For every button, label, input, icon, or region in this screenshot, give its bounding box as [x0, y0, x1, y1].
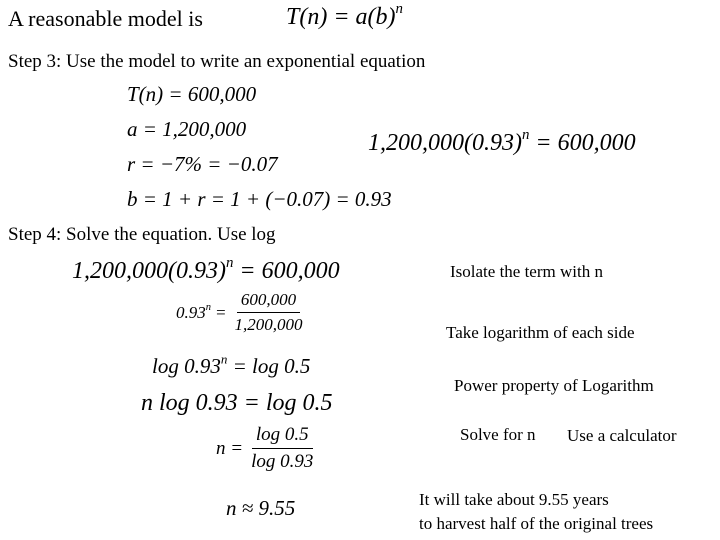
- step3-equation-exponent: n: [521, 126, 530, 143]
- step3-value-r: r = −7% = −0.07: [127, 152, 278, 176]
- step4-line3-rhs: = log 0.5: [232, 354, 311, 378]
- slide-title: A reasonable model is: [8, 6, 203, 31]
- step4-line3-lhs: log 0.93: [152, 354, 221, 378]
- model-formula-base: T(n) = a(b): [286, 4, 396, 30]
- step4-line1-rhs: = 600,000: [239, 258, 340, 284]
- step3-equation: [368, 126, 636, 157]
- step4-line5-fraction: [247, 424, 317, 473]
- step3-heading: Step 3: Use the model to write an exponential equation: [8, 51, 426, 72]
- note-isolate: Isolate the term with n: [450, 262, 603, 281]
- step4-line1-exponent: n: [225, 254, 234, 271]
- note-use-calculator: Use a calculator: [567, 426, 677, 445]
- note-conclusion-line1: It will take about 9.55 years: [419, 490, 609, 509]
- step3-value-t: T(n) = 600,000: [127, 82, 257, 106]
- step4-line4: n log 0.93 = log 0.5: [141, 390, 333, 416]
- model-formula: [286, 0, 403, 31]
- step4-line1-base: 1,200,000(0.93): [72, 258, 226, 284]
- step4-line3-exponent: n: [220, 351, 228, 367]
- step4-line2-lhs-base: 0.93: [176, 302, 206, 322]
- step4-line5-denominator: log 0.93: [251, 451, 314, 472]
- step4-line5-lhs: n =: [216, 437, 244, 459]
- note-take-log: Take logarithm of each side: [446, 323, 635, 342]
- note-power-property: Power property of Logarithm: [454, 376, 654, 395]
- step4-line3: [152, 351, 311, 379]
- step4-line2-fraction: [231, 290, 307, 335]
- step3-equation-base: 1,200,000(0.93): [368, 130, 522, 156]
- step4-line2-lhs-exponent: n: [205, 301, 212, 313]
- step4-line6: n ≈ 9.55: [226, 496, 296, 520]
- step3-value-b: b = 1 + r = 1 + (−0.07) = 0.93: [127, 187, 392, 211]
- step4-line1: [72, 254, 340, 285]
- step4-line2: [176, 290, 307, 335]
- step4-line2-lhs: [176, 303, 211, 323]
- step4-line2-numerator: 600,000: [237, 290, 300, 313]
- step4-line2-denominator: 1,200,000: [234, 315, 303, 334]
- model-formula-exponent: n: [395, 0, 403, 17]
- step4-line5: [216, 424, 317, 473]
- step3-value-a: a = 1,200,000: [127, 117, 247, 141]
- note-conclusion-line2: to harvest half of the original trees: [419, 514, 654, 533]
- step4-line2-equals: =: [215, 302, 227, 322]
- step3-equation-rhs: = 600,000: [535, 130, 636, 156]
- step4-line5-numerator: log 0.5: [252, 424, 313, 449]
- step4-heading: Step 4: Solve the equation. Use log: [8, 224, 276, 245]
- note-solve-for-n: Solve for n: [460, 425, 536, 444]
